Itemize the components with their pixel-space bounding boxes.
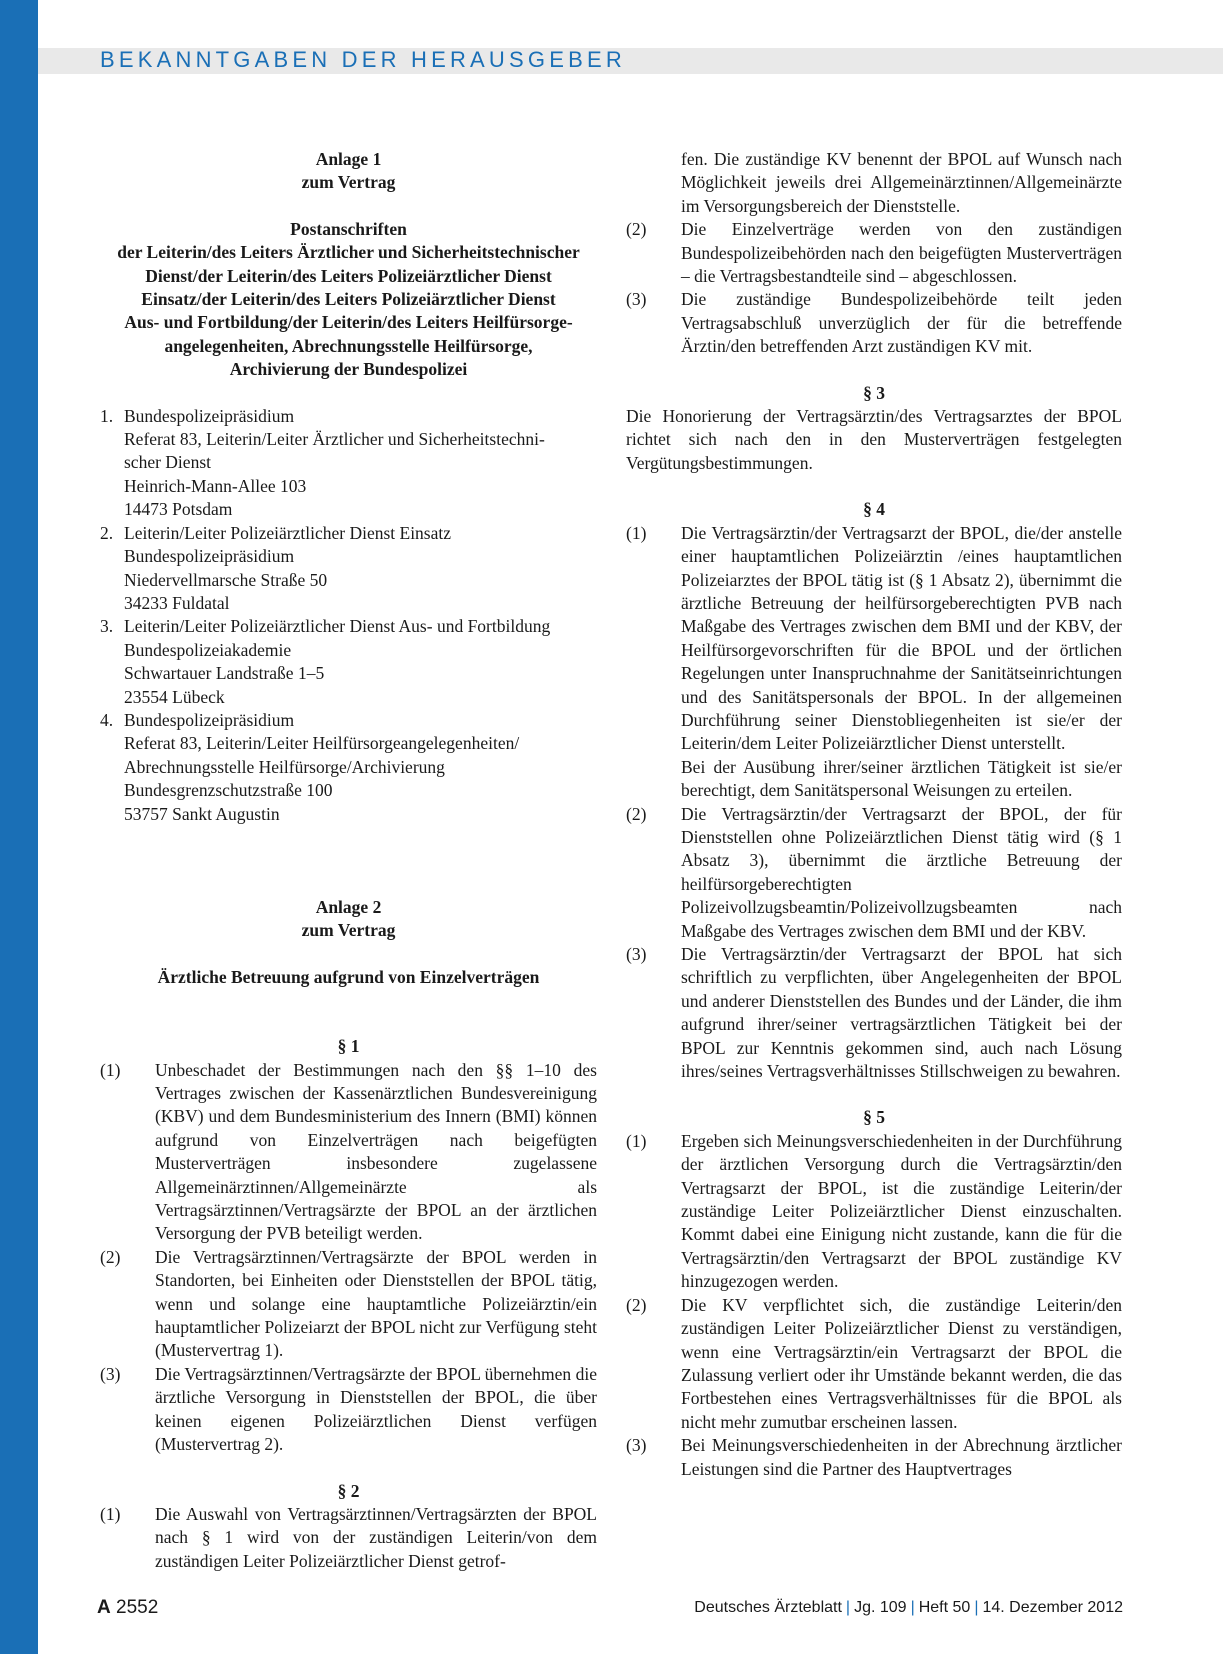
paragraph-continuation: fen. Die zuständige KV benennt der BPOL auf Wunsch nach Möglichkeit jeweils drei Allgemeinärztinnen/Allgemeinärzte im Versorgungsbereich der Dienststelle. xyxy=(681,149,1122,216)
address-item: 1. Bundespolizeipräsidium Referat 83, Leiterin/Leiter Ärztlicher und Sicherheitstechni- scher Dienst Heinrich-Mann-Allee 103 14473 Potsdam xyxy=(100,405,597,522)
paragraph-plain: Die Honorierung der Vertragsärztin/des Vertragsarztes der BPOL richtet sich nach den in den Musterverträgen festgelegten Vergütungsbestimmungen. xyxy=(626,406,1122,473)
paragraph: (1) Die Auswahl von Vertragsärztinnen/Vertragsärzten der BPOL nach § 1 wird von der zuständigen Leiterin/von dem zuständigen Leiter Polizeiärztlicher Dienst getrof- xyxy=(100,1503,597,1571)
address-line: 14473 Potsdam xyxy=(124,499,233,520)
paragraph: (3) Die zuständige Bundespolizeibehörde teilt jeden Vertragsabschluß unverzüglich der für die betreffende Ärztin/den betreffenden Arzt zuständigen KV mit. xyxy=(626,289,1122,357)
anlage2-subtitle-vertrag: zum Vertrag xyxy=(301,920,396,941)
separator: | xyxy=(910,1599,915,1616)
address-line: Leiterin/Leiter Polizeiärztlicher Dienst Einsatz xyxy=(124,522,452,543)
anlage1-heading-line: Archivierung der Bundespolizei xyxy=(229,359,468,380)
address-line: Referat 83, Leiterin/Leiter Heilfürsorgeangelegenheiten/ xyxy=(124,733,520,754)
journal-volume: Jg. 109 xyxy=(854,1599,907,1616)
section-heading-4: § 4 xyxy=(863,499,885,520)
journal-date: 14. Dezember 2012 xyxy=(982,1599,1123,1616)
page-number: A 2552 xyxy=(97,1597,159,1618)
address-item: 2. Leiterin/Leiter Polizeiärztlicher Dienst Einsatz Bundespolizeipräsidium Niedervellmarsche Straße 50 34233 Fuldatal xyxy=(100,522,597,616)
right-column xyxy=(626,148,1122,1481)
address-line: Bundespolizeiakademie xyxy=(124,639,292,660)
address-line: Leiterin/Leiter Polizeiärztlicher Dienst Aus- und Fortbildung xyxy=(124,616,551,637)
address-line: 34233 Fuldatal xyxy=(124,592,230,613)
paragraph: (2) Die KV verpflichtet sich, die zuständige Leiterin/den zuständigen Leiter Polizeiärztlicher Dienst zu verständigen, wenn eine Vertragsärztin/ein Vertragsarzt der BPOL die Zulassung verliert oder ihr Umstände bekannt werden, die das Fortbestehen eines Vertragsverhältnisses für die BPOL als nicht mehr zumutbar erscheinen lassen. xyxy=(626,1294,1122,1432)
anlage1-heading-line: Dienst/der Leiterin/des Leiters Polizeiärztlicher Dienst xyxy=(145,265,552,286)
separator: | xyxy=(974,1599,979,1616)
left-column xyxy=(100,148,597,1573)
anlage2-title: Anlage 2 xyxy=(315,896,382,917)
address-line: Niedervellmarsche Straße 50 xyxy=(124,569,328,590)
address-line: Abrechnungsstelle Heilfürsorge/Archivierung xyxy=(124,756,445,777)
address-item: 3. Leiterin/Leiter Polizeiärztlicher Dienst Aus- und Fortbildung Bundespolizeiakademie Schwartauer Landstraße 1–5 23554 Lübeck xyxy=(100,615,597,709)
address-line: 53757 Sankt Augustin xyxy=(124,803,280,824)
sidebar-accent-bar xyxy=(0,0,38,1654)
journal-citation xyxy=(694,1599,1123,1617)
paragraph: (1) Ergeben sich Meinungsverschiedenheiten in der Durchführung der ärztlichen Versorgung durch die Vertragsärztin/den Vertragsarzt der BPOL, ist die zuständige Leiterin/der zuständige Leiter Polizeiärztlicher Dienst einzuschalten. Kommt dabei eine Einigung nicht zustande, kann die für die Vertragsärztin/den Vertragsarzt der BPOL zuständige KV hinzugezogen werden. xyxy=(626,1130,1122,1292)
section-header: BEKANNTGABEN DER HERAUSGEBER xyxy=(100,47,626,72)
anlage1-heading-line: Aus- und Fortbildung/der Leiterin/des Leiters Heilfürsorge- xyxy=(124,312,573,333)
address-line: Heinrich-Mann-Allee 103 xyxy=(124,475,307,496)
journal-issue: Heft 50 xyxy=(918,1599,971,1616)
anlage1-heading-line: der Leiterin/des Leiters Ärztlicher und Sicherheitstechnischer xyxy=(117,242,580,263)
address-line: Referat 83, Leiterin/Leiter Ärztlicher und Sicherheitstechni- xyxy=(124,429,545,450)
paragraph: (1) Die Vertragsärztin/der Vertragsarzt der BPOL, die/der anstelle einer hauptamtlichen Polizeiärztin /eines hauptamtlichen Polizeiarztes der BPOL tätig ist (§ 1 Absatz 2), übernimmt die ärztliche Betreuung der heilfürsorgeberechtigten PVB nach Maßgabe des Vertrages zwischen dem BMI und der KBV, der Heilfürsorgevorschriften für die BPOL und der örtlichen Regelungen unter Inanspruchnahme der Sanitätseinrichtungen und des Sanitätspersonals der BPOL. In der allgemeinen Durchführung seiner Dienstobliegenheiten ist sie/er der Leiterin/dem Leiter Polizeiärztlicher Dienst unterstellt. Bei der Ausübung ihrer/seiner ärztlichen Tätigkeit ist sie/er berechtigt, dem Sanitätspersonal Weisungen zu erteilen. xyxy=(626,522,1122,801)
address-item: 4. Bundespolizeipräsidium Referat 83, Leiterin/Leiter Heilfürsorgeangelegenheiten/ Abrechnungsstelle Heilfürsorge/Archivierung Bundesgrenzschutzstraße 100 53757 Sankt Augustin xyxy=(100,709,597,826)
address-line: Bundespolizeipräsidium xyxy=(124,405,295,426)
anlage1-heading-line: angelegenheiten, Abrechnungsstelle Heilfürsorge, xyxy=(164,335,533,356)
address-line: Bundespolizeipräsidium xyxy=(124,709,295,730)
anlage1-subtitle-vertrag: zum Vertrag xyxy=(301,172,396,193)
section-heading-5: § 5 xyxy=(863,1107,885,1128)
address-line: 23554 Lübeck xyxy=(124,686,225,707)
journal-name: Deutsches Ärzteblatt xyxy=(694,1599,842,1616)
address-line: scher Dienst xyxy=(124,452,211,473)
section-heading-3: § 3 xyxy=(863,382,885,403)
section-heading-2: § 2 xyxy=(337,1480,360,1501)
paragraph: (3) Bei Meinungsverschiedenheiten in der Abrechnung ärztlicher Leistungen sind die Partner des Hauptvertrages xyxy=(626,1435,1122,1479)
address-line: Bundespolizeipräsidium xyxy=(124,546,295,567)
anlage1-title: Anlage 1 xyxy=(315,149,382,169)
paragraph: (3) Die Vertragsärztin/der Vertragsarzt der BPOL hat sich schriftlich zu verpflichten, über Angelegenheiten der BPOL und anderer Dienststellen des Bundes und der Länder, die ihm aufgrund ihrer/seiner vertragsärztlichen Tätigkeit bei der BPOL zur Kenntnis gekommen sind, auch nach Lösung ihres/seines Vertragsverhältnisses Stillschweigen zu bewahren. xyxy=(626,944,1122,1082)
paragraph: (2) Die Vertragsärztin/der Vertragsarzt der BPOL, der für Dienststellen ohne Polizeiärztlichen Dienst tätig wird (§ 1 Absatz 3), übernimmt die ärztliche Betreuung der heilfürsorgeberechtigten Polizeivollzugsbeamtin/Polizeivollzugsbeamten nach Maßgabe des Vertrages zwischen dem BMI und der KBV. xyxy=(626,803,1122,941)
address-line: Bundesgrenzschutzstraße 100 xyxy=(124,780,333,801)
anlage1-heading-postanschriften: Postanschriften xyxy=(290,218,407,239)
separator: | xyxy=(845,1599,851,1616)
anlage2-heading: Ärztliche Betreuung aufgrund von Einzelverträgen xyxy=(157,966,540,987)
section-heading-1: § 1 xyxy=(337,1036,360,1057)
anlage1-heading-line: Einsatz/der Leiterin/des Leiters Polizeiärztlicher Dienst xyxy=(141,289,556,310)
paragraph: (1) Unbeschadet der Bestimmungen nach den §§ 1–10 des Vertrages zwischen der Kassenärztlichen Bundesvereinigung (KBV) und dem Bundesministerium des Innern (BMI) können aufgrund von Einzelverträgen nach beigefügten Musterverträgen insbesondere zugelassene Allgemeinärztinnen/Allgemeinärzte als Vertragsärztinnen/Vertragsärzte der BPOL an der ärztlichen Versorgung der PVB beteiligt werden. xyxy=(100,1059,597,1244)
address-line: Schwartauer Landstraße 1–5 xyxy=(124,663,325,684)
paragraph: (3) Die Vertragsärztinnen/Vertragsärzte der BPOL übernehmen die ärztliche Versorgung in Dienststellen der BPOL, die über keinen eigenen Polizeiärztlichen Dienst verfügen (Mustervertrag 2). xyxy=(100,1363,597,1455)
paragraph: (2) Die Vertragsärztinnen/Vertragsärzte der BPOL werden in Standorten, bei Einheiten oder Dienststellen der BPOL tätig, wenn und solange eine hauptamtliche Polizeiärztin/ein hauptamtlicher Polizeiarzt der BPOL nicht zur Verfügung steht (Mustervertrag 1). xyxy=(100,1246,597,1361)
paragraph: (2) Die Einzelverträge werden von den zuständigen Bundespolizeibehörden nach den beigefügten Musterverträgen – die Vertragsbestandteile sind – abgeschlossen. xyxy=(626,219,1122,287)
